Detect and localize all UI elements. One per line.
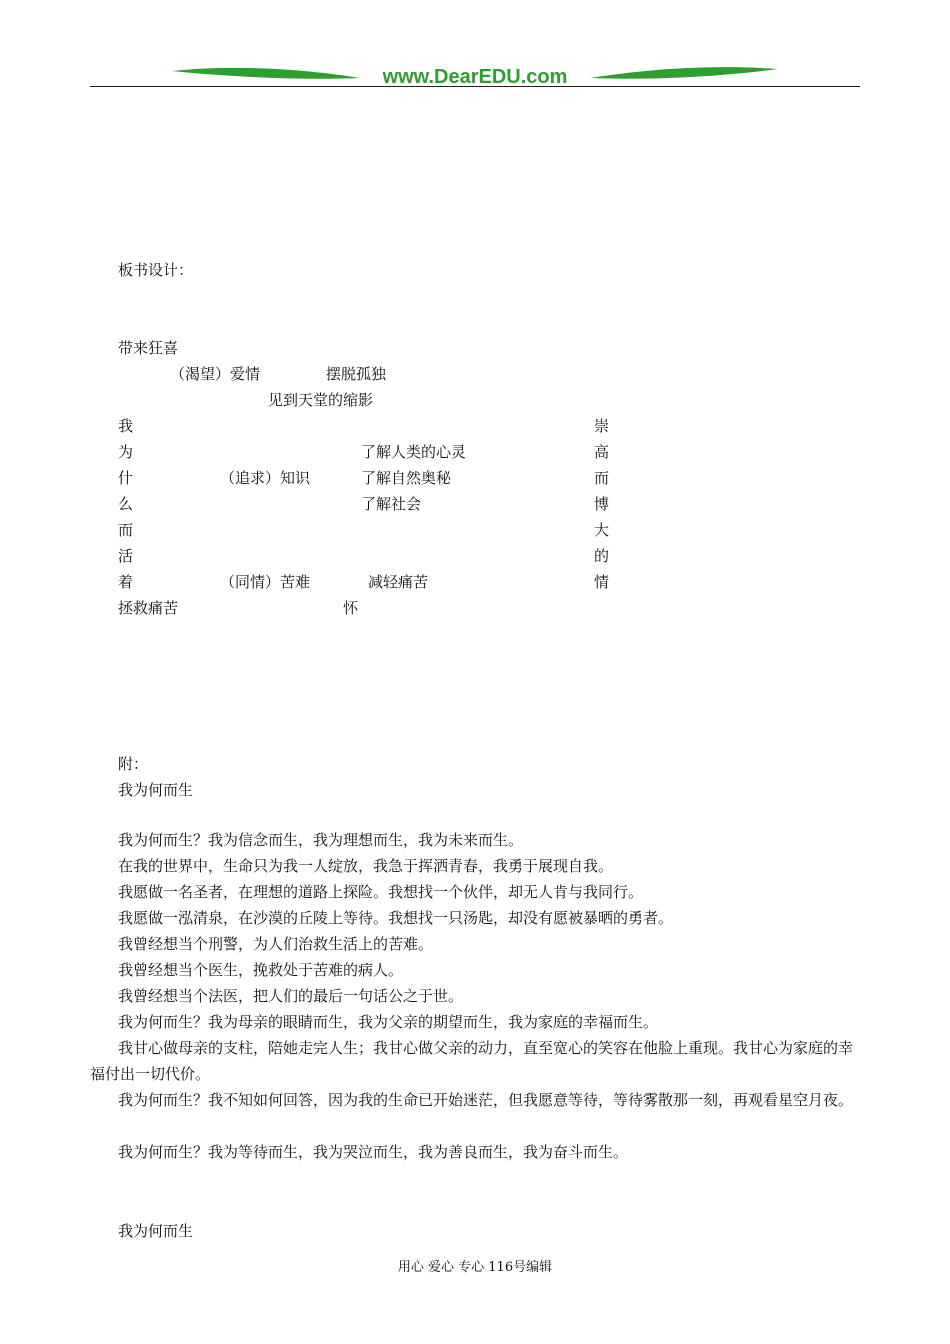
left-column-char: 什: [118, 469, 134, 487]
escape-lonely: 摆脱孤独: [326, 365, 387, 383]
essay-paragraph: 我为何而生？我不知如何回答，因为我的生命已开始迷茫，但我愿意等待，等待雾散那一刻，再观看星空月夜。: [118, 1091, 854, 1109]
rescue-pain: 拯救痛苦: [118, 599, 179, 617]
bring-joy: 带来狂喜: [118, 339, 179, 357]
left-column-char: 活: [118, 547, 134, 565]
huai-char: 怀: [343, 599, 359, 617]
left-column-char: 而: [118, 521, 134, 539]
board-title: 板书设计：: [118, 261, 194, 279]
essay-paragraph: 我甘心做母亲的支柱，陪她走完人生；我甘心做父亲的动力，直至宽心的笑容在他脸上重现。我甘心为家庭的幸福付出一切代价。: [90, 1039, 854, 1083]
pursue-knowledge: （追求）知识: [220, 469, 311, 487]
essay-paragraph: 我为何而生？我为母亲的眼睛而生，我为父亲的期望而生，我为家庭的幸福而生。: [118, 1013, 659, 1031]
right-column-char: 的: [594, 547, 610, 565]
right-column-char: 大: [594, 521, 610, 539]
right-column-char: 崇: [594, 417, 610, 435]
essay-paragraph: 我愿做一名圣者，在理想的道路上探险。我想找一个伙伴，却无人肯与我同行。: [118, 883, 644, 901]
essay-paragraph: 我为何而生？我为信念而生，我为理想而生，我为未来而生。: [118, 831, 524, 849]
essay-title: 我为何而生: [118, 781, 194, 799]
left-column-char: 我: [118, 417, 134, 435]
ease-pain: 减轻痛苦: [368, 573, 429, 591]
second-essay-title: 我为何而生: [118, 1222, 194, 1240]
essay-paragraph: 我愿做一泓清泉，在沙漠的丘陵上等待。我想找一只汤匙，却没有愿被暴晒的勇者。: [118, 909, 674, 927]
right-swoosh-icon: [590, 67, 778, 79]
header-rule: [90, 86, 860, 87]
essay-paragraph: 我曾经想当个刑警，为人们治救生活上的苦难。: [118, 935, 434, 953]
longing-love: （渴望）爱情: [170, 365, 261, 383]
page-footer: 用心 爱心 专心 116号编辑: [397, 1260, 553, 1275]
right-column-char: 高: [594, 443, 610, 461]
understand-soul: 了解人类的心灵: [361, 443, 467, 461]
see-heaven: 见到天堂的缩影: [268, 391, 374, 409]
sympathy-suffering: （同情）苦难: [220, 573, 311, 591]
appendix-label: 附：: [118, 755, 149, 773]
left-column-char: 着: [118, 573, 134, 591]
essay-paragraph: 在我的世界中，生命只为我一人绽放，我急于挥洒青春，我勇于展现自我。: [118, 857, 614, 875]
essay-paragraph: 我曾经想当个医生，挽救处于苦难的病人。: [118, 961, 404, 979]
left-column-char: 为: [118, 443, 134, 461]
left-column-char: 么: [118, 495, 134, 513]
essay-paragraph: 我为何而生？我为等待而生，我为哭泣而生，我为善良而生，我为奋斗而生。: [118, 1143, 629, 1161]
site-url: www.DearEDU.com: [382, 66, 568, 88]
understand-society: 了解社会: [361, 495, 422, 513]
right-column-char: 情: [594, 573, 610, 591]
dearedu-logo: [170, 58, 780, 94]
essay-paragraph: 我曾经想当个法医，把人们的最后一句话公之于世。: [118, 987, 464, 1005]
left-swoosh-icon: [172, 68, 360, 79]
right-column-char: 而: [594, 469, 610, 487]
right-column-char: 博: [594, 495, 610, 513]
understand-nature: 了解自然奥秘: [361, 469, 452, 487]
